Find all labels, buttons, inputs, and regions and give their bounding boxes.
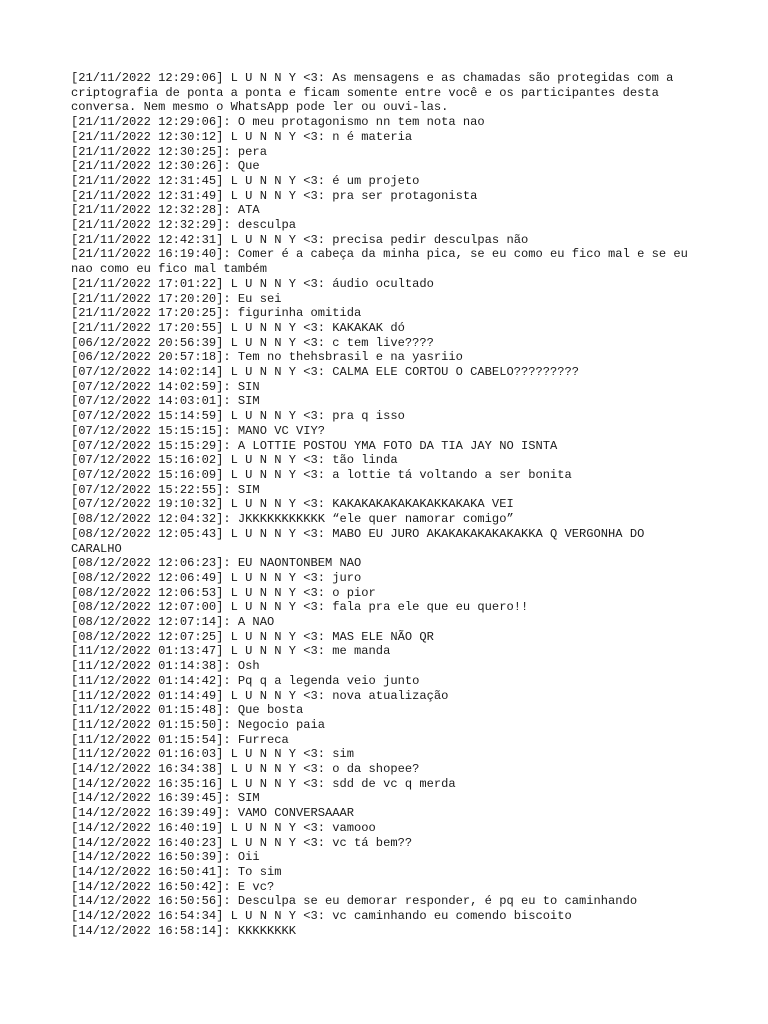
transcript-line: [08/12/2022 12:06:53] L U N N Y <3: o pior (71, 585, 376, 600)
transcript-line: [14/12/2022 16:58:14]: KKKKKKKK (71, 923, 296, 938)
transcript-line: [11/12/2022 01:13:47] L U N N Y <3: me manda (71, 644, 391, 659)
transcript-line: [21/11/2022 17:20:20]: Eu sei (71, 291, 282, 306)
transcript-line: [21/11/2022 12:29:06]: O meu protagonismo nn tem nota nao (71, 115, 485, 130)
transcript-line: [08/12/2022 12:05:43] L U N N Y <3: MABO EU JURO AKAKAKAKAKAKAKKA Q VERGONHA DO CARALHO (71, 526, 652, 556)
transcript-line: [11/12/2022 01:16:03] L U N N Y <3: sim (71, 747, 355, 762)
transcript-line: [07/12/2022 15:16:09] L U N N Y <3: a lottie tá voltando a ser bonita (71, 467, 572, 482)
transcript-line: [21/11/2022 17:20:55] L U N N Y <3: KAKAKAK dó (71, 320, 405, 335)
chat-transcript (71, 71, 701, 938)
transcript-line: [14/12/2022 16:50:42]: E vc? (71, 879, 275, 894)
transcript-line: [08/12/2022 12:06:23]: EU NAONTONBEM NAO (71, 556, 362, 571)
transcript-line: [07/12/2022 14:02:14] L U N N Y <3: CALMA ELE CORTOU O CABELO????????? (71, 365, 580, 380)
transcript-line: [06/12/2022 20:56:39] L U N N Y <3: c tem live???? (71, 335, 434, 350)
transcript-line: [11/12/2022 01:15:50]: Negocio paia (71, 717, 326, 732)
transcript-line: [08/12/2022 12:06:49] L U N N Y <3: juro (71, 570, 362, 585)
transcript-line: [11/12/2022 01:14:42]: Pq q a legenda veio junto (71, 673, 420, 688)
transcript-line: [14/12/2022 16:50:56]: Desculpa se eu demorar responder, é pq eu to caminhando (71, 894, 638, 909)
transcript-line: [21/11/2022 16:19:40]: Comer é a cabeça da minha pica, se eu como eu fico mal e se eu nao como eu fico mal também (71, 247, 696, 277)
transcript-line: [07/12/2022 15:15:15]: MANO VC VIY? (71, 423, 326, 438)
transcript-line: [21/11/2022 12:31:45] L U N N Y <3: é um projeto (71, 173, 420, 188)
transcript-line: [21/11/2022 12:29:06] L U N N Y <3: As mensagens e as chamadas são protegidas com a criptografia de ponta a ponta e ficam somente entre você e os participantes desta conversa. Nem mesmo o WhatsApp pode ler ou ouvi-las. (71, 71, 681, 115)
transcript-line: [21/11/2022 12:42:31] L U N N Y <3: precisa pedir desculpas não (71, 232, 529, 247)
transcript-line: [08/12/2022 12:07:25] L U N N Y <3: MAS ELE NÃO QR (71, 629, 434, 644)
transcript-line: [21/11/2022 12:32:29]: desculpa (71, 218, 296, 233)
transcript-line: [07/12/2022 15:15:29]: A LOTTIE POSTOU YMA FOTO DA TIA JAY NO ISNTA (71, 438, 558, 453)
transcript-line: [07/12/2022 15:14:59] L U N N Y <3: pra q isso (71, 409, 405, 424)
transcript-line: [21/11/2022 12:31:49] L U N N Y <3: pra ser protagonista (71, 188, 478, 203)
transcript-line: [07/12/2022 14:03:01]: SIM (71, 394, 260, 409)
transcript-line: [11/12/2022 01:15:54]: Furreca (71, 732, 289, 747)
transcript-line: [14/12/2022 16:39:45]: SIM (71, 791, 260, 806)
transcript-line: [14/12/2022 16:34:38] L U N N Y <3: o da shopee? (71, 762, 420, 777)
transcript-line: [14/12/2022 16:40:23] L U N N Y <3: vc tá bem?? (71, 835, 413, 850)
transcript-line: [08/12/2022 12:07:14]: A NAO (71, 615, 275, 630)
transcript-line: [07/12/2022 14:02:59]: SIN (71, 379, 260, 394)
transcript-line: [14/12/2022 16:50:41]: To sim (71, 864, 282, 879)
transcript-line: [07/12/2022 15:16:02] L U N N Y <3: tão linda (71, 453, 398, 468)
transcript-line: [08/12/2022 12:07:00] L U N N Y <3: fala pra ele que eu quero!! (71, 600, 529, 615)
transcript-line: [21/11/2022 12:30:12] L U N N Y <3: n é materia (71, 129, 413, 144)
transcript-line: [14/12/2022 16:35:16] L U N N Y <3: sdd de vc q merda (71, 776, 456, 791)
transcript-line: [06/12/2022 20:57:18]: Tem no thehsbrasil e na yasriio (71, 350, 463, 365)
transcript-line: [07/12/2022 19:10:32] L U N N Y <3: KAKAKAKAKAKAKAKKAKAKA VEI (71, 497, 514, 512)
transcript-line: [21/11/2022 12:30:25]: pera (71, 144, 267, 159)
transcript-line: [14/12/2022 16:54:34] L U N N Y <3: vc caminhando eu comendo biscoito (71, 909, 572, 924)
transcript-line: [14/12/2022 16:50:39]: Oii (71, 850, 260, 865)
transcript-line: [21/11/2022 12:30:26]: Que (71, 159, 260, 174)
transcript-line: [08/12/2022 12:04:32]: JKKKKKKKKKKK “ele quer namorar comigo” (71, 512, 514, 527)
transcript-line: [11/12/2022 01:14:38]: Osh (71, 659, 260, 674)
transcript-line: [11/12/2022 01:15:48]: Que bosta (71, 703, 304, 718)
transcript-line: [14/12/2022 16:40:19] L U N N Y <3: vamooo (71, 820, 376, 835)
transcript-line: [11/12/2022 01:14:49] L U N N Y <3: nova atualização (71, 688, 449, 703)
transcript-line: [07/12/2022 15:22:55]: SIM (71, 482, 260, 497)
transcript-line: [21/11/2022 12:32:28]: ATA (71, 203, 260, 218)
transcript-line: [21/11/2022 17:01:22] L U N N Y <3: áudio ocultado (71, 276, 434, 291)
transcript-line: [14/12/2022 16:39:49]: VAMO CONVERSAAAR (71, 806, 355, 821)
transcript-line: [21/11/2022 17:20:25]: figurinha omitida (71, 306, 362, 321)
